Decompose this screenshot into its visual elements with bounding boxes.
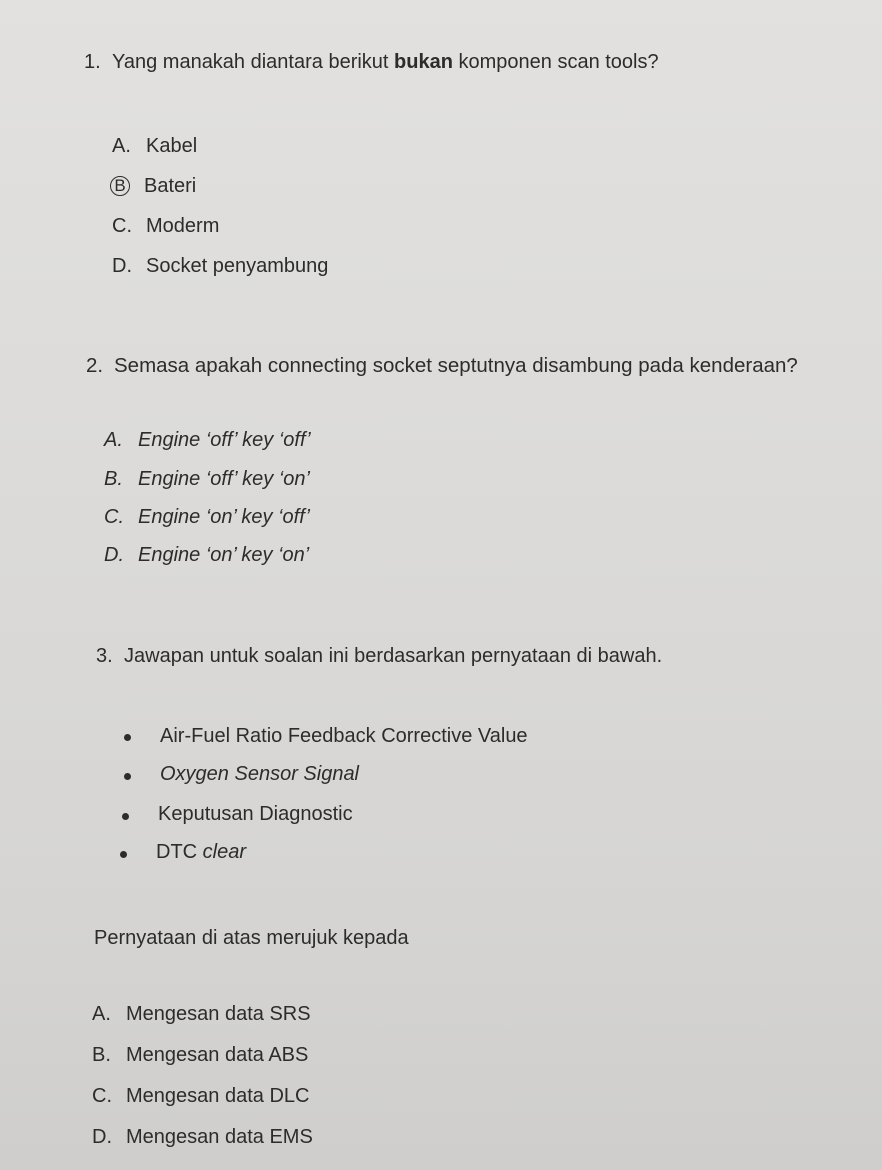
- circled-answer-mark: B: [110, 176, 130, 196]
- q2-option-c[interactable]: [104, 505, 310, 529]
- option-letter: B.: [92, 1044, 111, 1066]
- option-text: Moderm: [146, 215, 220, 237]
- option-text: Mengesan data SRS: [126, 1003, 311, 1025]
- statement-item: Oxygen Sensor Signal: [160, 763, 360, 785]
- q3-option-b[interactable]: [92, 1043, 308, 1067]
- question-text: Semasa apakah connecting socket septutnya disambung pada kenderaan?: [114, 354, 798, 377]
- option-text: Mengesan data DLC: [126, 1085, 310, 1107]
- option-letter: C.: [112, 215, 132, 237]
- option-text: Engine ‘off’ key ‘on’: [138, 468, 310, 490]
- option-text: Engine ‘off’ key ‘off’: [138, 429, 311, 451]
- bullet-dot: [122, 813, 129, 820]
- option-letter: D.: [112, 255, 132, 277]
- q2-option-d[interactable]: [104, 543, 309, 567]
- question-text-bold: bukan: [394, 51, 453, 73]
- statement-item: Air-Fuel Ratio Feedback Corrective Value: [160, 725, 528, 747]
- question-number: 1.: [84, 51, 101, 73]
- statement-item: Keputusan Diagnostic: [158, 803, 353, 825]
- option-letter: A.: [112, 135, 131, 157]
- statement-prompt: Pernyataan di atas merujuk kepada: [94, 927, 409, 949]
- option-letter: B.: [104, 468, 123, 490]
- q1-option-b[interactable]: [112, 174, 196, 198]
- question-1: [84, 50, 659, 74]
- statement-text-upright: DTC: [156, 841, 203, 863]
- q1-option-a[interactable]: [112, 134, 197, 158]
- question-3: [96, 644, 662, 668]
- option-letter: D.: [104, 544, 124, 566]
- q2-option-a[interactable]: [104, 428, 311, 452]
- question-text-before: Yang manakah diantara berikut: [112, 51, 395, 73]
- q1-option-d[interactable]: [112, 254, 328, 278]
- question-text-after: komponen scan tools?: [452, 51, 659, 73]
- option-letter: C.: [92, 1085, 112, 1107]
- q3-option-c[interactable]: [92, 1084, 309, 1108]
- bullet-dot: [124, 734, 131, 741]
- statement-text-italic: clear: [202, 841, 247, 863]
- q1-option-c[interactable]: [112, 214, 219, 238]
- option-text: Socket penyambung: [146, 255, 329, 277]
- option-text: Kabel: [146, 135, 198, 157]
- bullet-dot: [124, 773, 131, 780]
- question-2: [86, 354, 798, 378]
- q2-option-b[interactable]: [104, 467, 310, 491]
- q3-option-d[interactable]: [92, 1125, 313, 1149]
- option-text: Bateri: [144, 175, 197, 197]
- question-number: 2.: [86, 354, 104, 377]
- option-letter: D.: [92, 1126, 112, 1148]
- statement-item-dtc: [156, 840, 246, 864]
- option-letter: A.: [92, 1003, 111, 1025]
- question-number: 3.: [96, 645, 113, 667]
- option-letter: C.: [104, 506, 124, 528]
- option-text: Mengesan data ABS: [126, 1044, 309, 1066]
- option-letter: A.: [104, 429, 123, 451]
- question-text: Jawapan untuk soalan ini berdasarkan pernyataan di bawah.: [124, 645, 663, 667]
- bullet-dot: [120, 851, 127, 858]
- option-text: Mengesan data EMS: [126, 1126, 313, 1148]
- option-text: Engine ‘on’ key ‘on’: [138, 544, 310, 566]
- option-text: Engine ‘on’ key ‘off’: [138, 506, 310, 528]
- q3-option-a[interactable]: [92, 1002, 311, 1026]
